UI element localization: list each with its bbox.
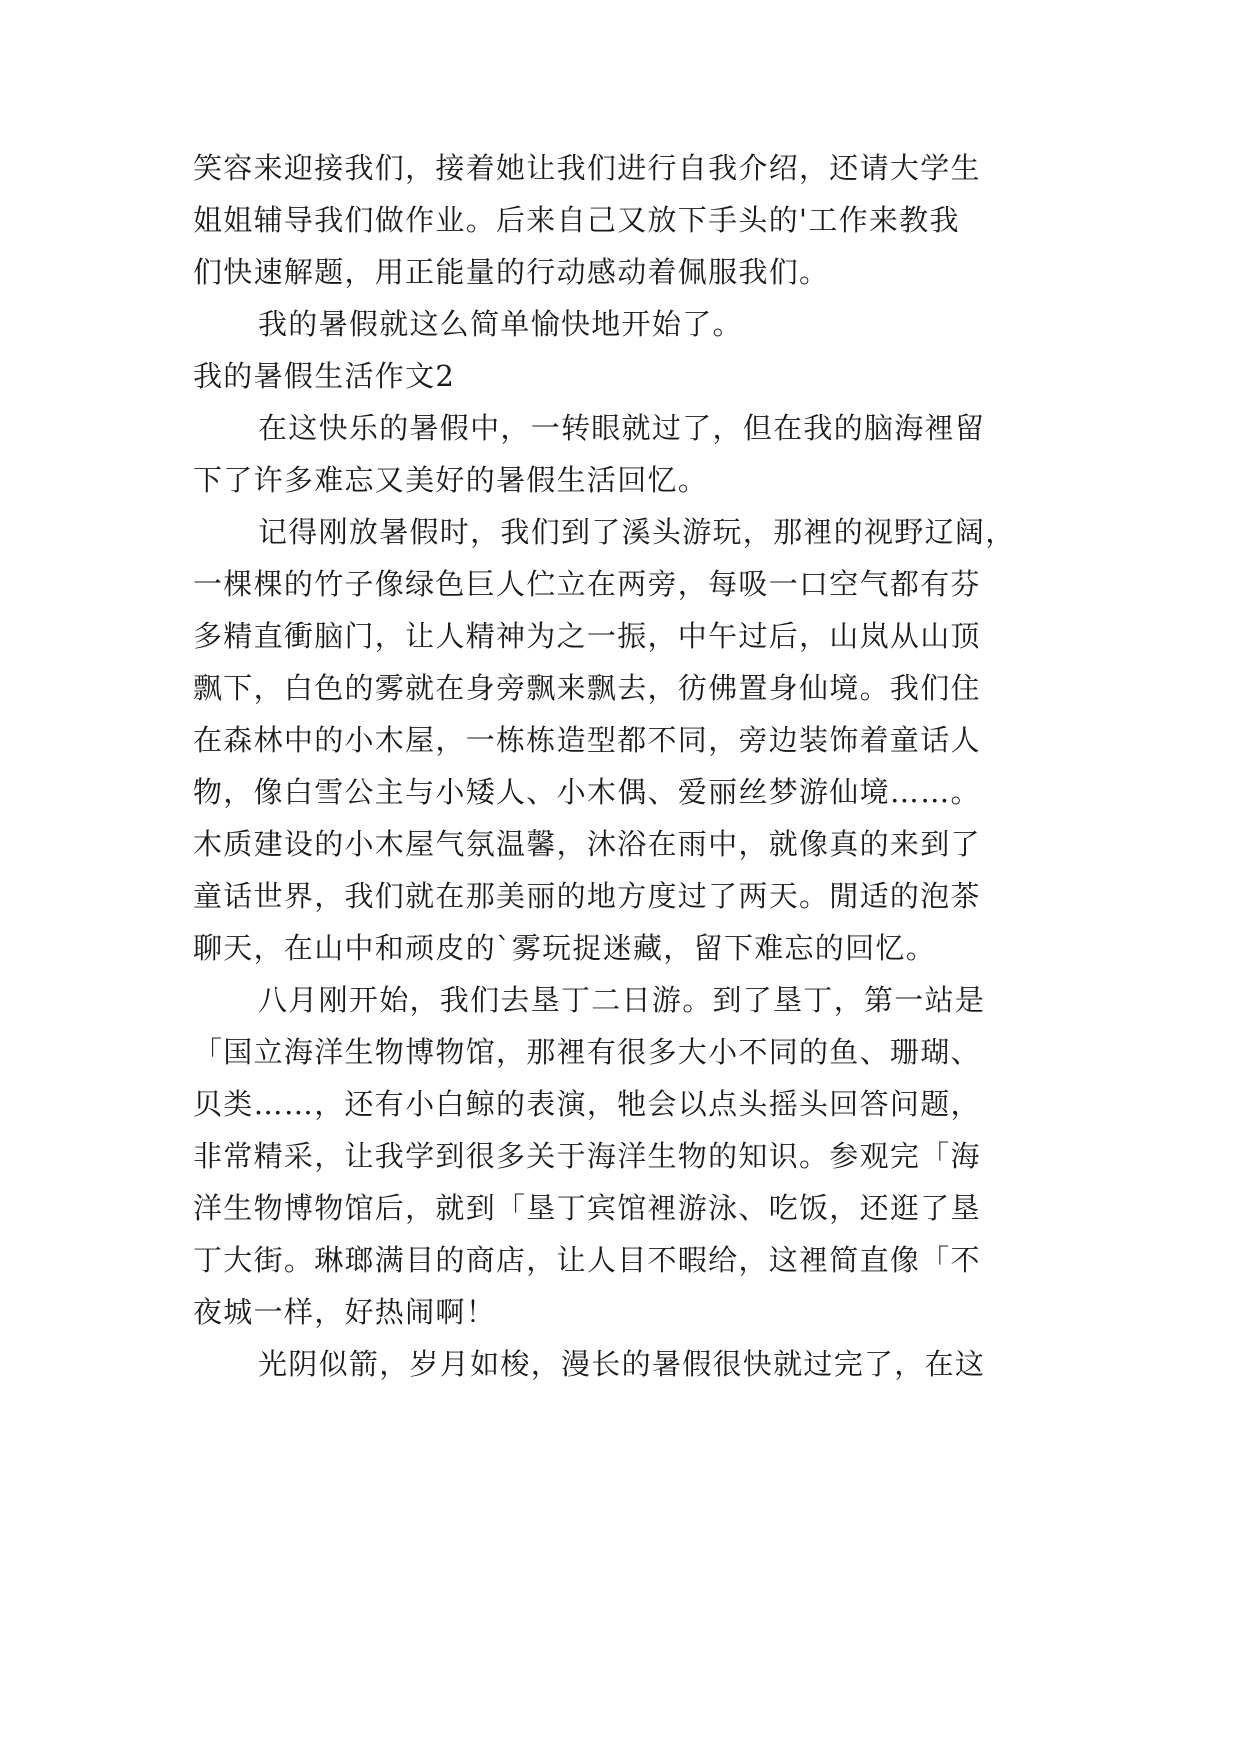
text-line: 洋生物博物馆后，就到「垦丁宾馆裡游泳、吃饭，还逛了垦 — [193, 1191, 981, 1225]
text-line: 丁大街。琳瑯满目的商店，让人目不暇给，这裡简直像「不 — [193, 1243, 981, 1277]
paragraph-first-line: 记得刚放暑假时，我们到了溪头游玩，那裡的视野辽阔， — [258, 515, 1016, 549]
paragraph-first-line: 八月刚开始，我们去垦丁二日游。到了垦丁，第一站是 — [258, 983, 986, 1017]
text-line: 多精直衝脑门，让人精神为之一振，中午过后，山岚从山顶 — [193, 619, 981, 653]
text-line: 们快速解题，用正能量的行动感动着佩服我们。 — [193, 255, 830, 289]
text-line: 一棵棵的竹子像绿色巨人伫立在两旁，每吸一口空气都有芬 — [193, 567, 981, 601]
paragraph-first-line: 我的暑假就这么简单愉快地开始了。 — [258, 307, 743, 341]
text-line: 物，像白雪公主与小矮人、小木偶、爱丽丝梦游仙境……。 — [193, 775, 981, 809]
text-line: 飘下，白色的雾就在身旁飘来飘去，彷佛置身仙境。我们住 — [193, 671, 981, 705]
text-line: 童话世界，我们就在那美丽的地方度过了两天。閒适的泡茶 — [193, 879, 981, 913]
text-line: 在森林中的小木屋，一栋栋造型都不同，旁边装饰着童话人 — [193, 723, 981, 757]
text-line: 聊天，在山中和顽皮的`雾玩捉迷藏，留下难忘的回忆。 — [193, 931, 937, 965]
text-line: 夜城一样，好热闹啊！ — [193, 1295, 497, 1329]
text-line: 姐姐辅导我们做作业。后来自己又放下手头的'工作来教我 — [193, 203, 960, 237]
text-line: 非常精采，让我学到很多关于海洋生物的知识。参观完「海 — [193, 1139, 981, 1173]
text-line: 贝类……，还有小白鲸的表演，牠会以点头摇头回答问题， — [193, 1087, 981, 1121]
paragraph-first-line: 在这快乐的暑假中，一转眼就过了，但在我的脑海裡留 — [258, 411, 986, 445]
paragraph-first-line: 光阴似箭，岁月如梭，漫长的暑假很快就过完了，在这 — [258, 1347, 986, 1381]
section-heading: 我的暑假生活作文2 — [193, 359, 456, 393]
text-line: 木质建设的小木屋气氛温馨，沐浴在雨中，就像真的来到了 — [193, 827, 981, 861]
text-line: 笑容来迎接我们，接着她让我们进行自我介绍，还请大学生 — [193, 151, 981, 185]
text-line: 下了许多难忘又美好的暑假生活回忆。 — [193, 463, 709, 497]
text-line: 「国立海洋生物博物馆，那裡有很多大小不同的鱼、珊瑚、 — [193, 1035, 981, 1069]
